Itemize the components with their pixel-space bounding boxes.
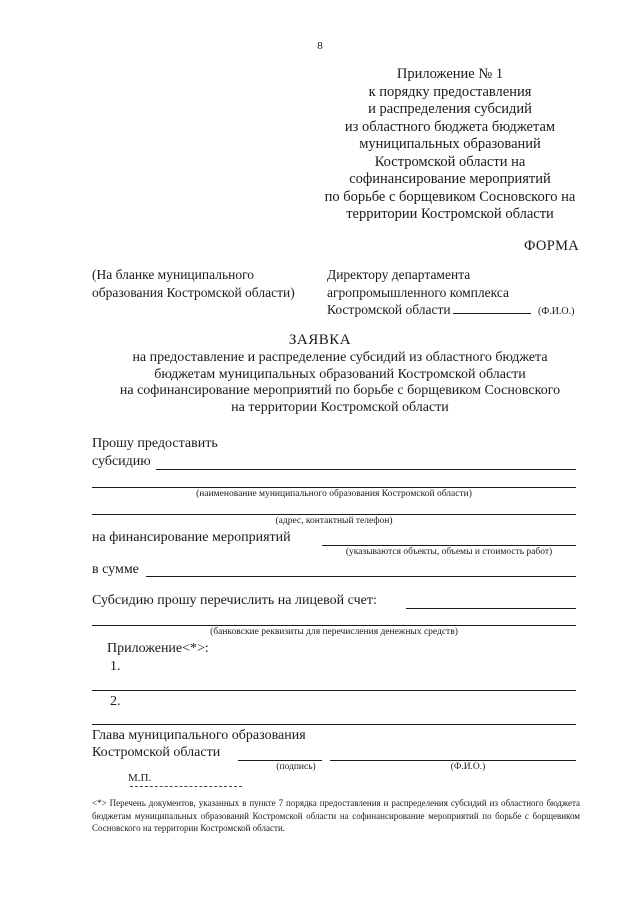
signature-caption: (подпись) bbox=[276, 762, 316, 772]
bank-details-field[interactable] bbox=[92, 625, 576, 626]
appendix-line: территории Костромской области bbox=[346, 206, 554, 222]
address-phone-field[interactable] bbox=[92, 514, 576, 515]
appendix-line: Костромской области на bbox=[374, 153, 526, 170]
attachment-item-1: 1. bbox=[110, 659, 121, 674]
addressee-block bbox=[327, 266, 575, 321]
amount-field[interactable] bbox=[146, 576, 576, 577]
signature-title-line-1: Глава муниципального образования bbox=[92, 728, 306, 743]
seal-mark: М.П. bbox=[128, 772, 152, 784]
request-line-1: Прошу предоставить bbox=[92, 436, 218, 451]
financing-label: на финансирование мероприятий bbox=[92, 530, 291, 545]
attachment-item-2: 2. bbox=[110, 694, 121, 709]
addressee-fio-field[interactable] bbox=[453, 313, 531, 314]
request-line-2 bbox=[92, 454, 151, 470]
page-number: 8 bbox=[317, 40, 323, 52]
addressee-line: агропромышленного комплекса bbox=[327, 284, 509, 300]
letterhead-note bbox=[92, 266, 295, 301]
appendix-line: Приложение № 1 bbox=[396, 66, 504, 82]
appendix-line: и распределения субсидий bbox=[368, 101, 532, 117]
document-title: ЗАЯВКА bbox=[288, 332, 352, 348]
subtitle-line: на софинансирование мероприятий по борьбе с борщевиком Сосновского bbox=[119, 383, 561, 398]
signer-fio-caption: (Ф.И.О.) bbox=[450, 762, 486, 772]
signer-fio-field[interactable] bbox=[330, 760, 576, 761]
letterhead-line: (На бланке муниципального bbox=[92, 267, 255, 282]
amount-label: в сумме bbox=[92, 562, 139, 577]
appendix-header bbox=[300, 66, 600, 224]
footnote-separator bbox=[130, 786, 242, 787]
address-phone-caption: (адрес, контактный телефон) bbox=[275, 516, 393, 526]
account-field[interactable] bbox=[406, 608, 576, 609]
subtitle-line: бюджетам муниципальных образований Костромской области bbox=[154, 366, 526, 382]
account-label: Субсидию прошу перечислить на лицевой счет: bbox=[92, 593, 377, 608]
signature-title-line-2: Костромской области bbox=[92, 745, 221, 760]
subsidy-field[interactable] bbox=[156, 469, 576, 470]
addressee-fio-label: (Ф.И.О.) bbox=[537, 306, 575, 317]
subtitle-line: на предоставление и распределение субсидий из областного бюджета bbox=[132, 350, 548, 365]
letterhead-line: образования Костромской области) bbox=[92, 284, 295, 300]
addressee-line: Директору департамента bbox=[327, 267, 471, 282]
subtitle-line: на территории Костромской области bbox=[231, 399, 449, 415]
appendix-line: к порядку предоставления bbox=[368, 83, 532, 100]
appendix-line: муниципальных образований bbox=[359, 136, 541, 152]
form-label: ФОРМА bbox=[524, 238, 580, 254]
attachment-2-field[interactable] bbox=[92, 724, 576, 725]
subsidy-label: субсидию bbox=[92, 454, 151, 469]
signature-field[interactable] bbox=[238, 760, 322, 761]
financing-caption: (указываются объекты, объемы и стоимость работ) bbox=[345, 547, 553, 557]
footnote: <*> Перечень документов, указанных в пункте 7 порядка предоставления и распределения субсидий из областного бюджета бюджетам муниципальных образований Костромской области на софинансирование мероприятий по борьбе с борщевиком Сосновского на территории Костромской области. bbox=[92, 798, 580, 833]
addressee-region: Костромской области bbox=[327, 302, 451, 317]
attachments-label: Приложение<*>: bbox=[107, 641, 209, 656]
bank-details-caption: (банковские реквизиты для перечисления денежных средств) bbox=[210, 627, 458, 637]
appendix-line: по борьбе с борщевиком Сосновского на bbox=[324, 188, 576, 205]
appendix-line: софинансирование мероприятий bbox=[349, 171, 551, 187]
financing-field[interactable] bbox=[322, 545, 576, 546]
municipality-name-caption: (наименование муниципального образования Костромской области) bbox=[196, 489, 472, 499]
addressee-line bbox=[327, 301, 575, 321]
document-subtitle bbox=[60, 350, 620, 416]
municipality-name-field[interactable] bbox=[92, 487, 576, 488]
appendix-line: из областного бюджета бюджетам bbox=[344, 118, 556, 135]
attachment-1-field[interactable] bbox=[92, 690, 576, 691]
